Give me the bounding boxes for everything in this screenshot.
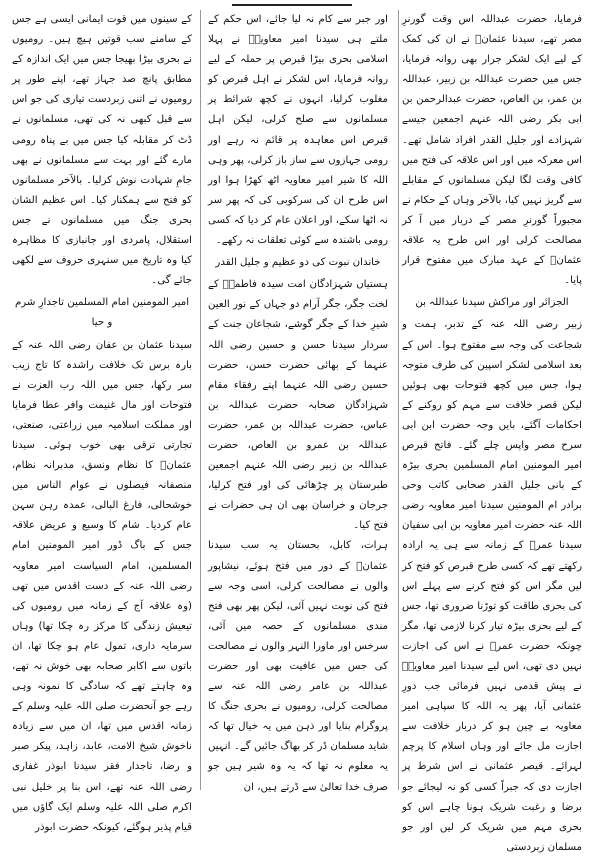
paragraph: زبیر رضی اللہ عنہ کے تدبر، ہمت و شجاعت کی وجہ سے مفتوح ہوا۔ اس کے بعد اسلامی لشکر اسپین کی طرف متوجہ ہوا، جس میں کچھ فتوحات بھی ہوئیں لیکن قصر خلافت سے مہم کو روکنے کے احکامات آگئے، بایں وجہ حضرت ابن ابی سرح مصر واپس چلے گئے۔ فاتح قبرص امیر المومنین امام المسلمین بحری بیڑہ کے بانی جلیل القدر صحابی کاتب وحی برادر ام المومنین سیدنا امیر معاویہ رضی اللہ عنہ حضرت امیر معاویہ بن ابی سفیان سیدنا عمرؓ کے زمانہ سے ہی یہ ارادہ رکھتے تھے کہ کسی طرح قبرص کو فتح کر لیں مگر اس کو فتح کرنے سے پہلے اس کی بحری طاقت کو توڑنا ضروری تھا، جس کے لیے بحری بیڑہ تیار کرنا لازمی تھا، مگر چونکہ حضرت عمرؓ نے اس کی اجازت نہیں دی تھی، اس لیے سیدنا امیر معاویہؓ نے پیش قدمی نہیں فرمائی جب دورِ عثمانی آیا، پھر یہ اللہ کا سپاہی امیر معاویہ بے چین ہو کر دربار خلافت سے اجازت مل جائے اور وہاں اسلام کا پرچم لہرائے۔ قیصر عثمانی نے اس شرط پر اجازت دی کہ جبراً کسی کو نہ لیجائے جو برضا و رغبت شریک ہونا چاہے اس کو بحری مہم میں شریک کر لیں اور جو مسلمان زبردستی	[402, 319, 582, 853]
paragraph: اور جبر سے کام نہ لیا جائے، اس حکم کے ملتے ہی سیدنا امیر معاویہؓ نے پہلا اسلامی بحری بیڑا قبرص پر حملہ کے لیے روانہ فرمایا، اس لشکر نے اہل قبرص کو مغلوب کرلیا، انہوں نے کچھ شرائط پر مسلمانوں سے صلح کرلی، لیکن اہل قبرص اس معاہدہ پر قائم نہ رہے اور رومی جہازوں سے ساز باز کرلی، پھر وہی اللہ کا شیر امیر معاویہ اٹھ کھڑا ہوا اور اس طرح ان کی سرکوبی کی کہ پھر سر نہ اٹھا سکے، اور اعلان عام کر دیا کہ کسی رومی باشندہ سے کوئی تعلقات نہ رکھے۔	[208, 14, 388, 247]
paragraph: ہرات، کابل، بحستان یہ سب سیدنا عثمانؓ کے دور میں فتح ہوئے، نیشاپور والوں نے مصالحت کرلی، اسی وجہ سے فتح کی نوبت نہیں آئی، لیکن پھر بھی فتح مندی مسلمانوں کے حصہ میں آئی، سرخس اور ماورا النہر والوں نے مصالحت کی جس میں عافیت بھی اور حضرت عبداللہ بن عامر رضی اللہ عنہ سے مصالحت کرلی، رومیوں نے بحری جنگ کا پروگرام بنایا اور ذہن میں یہ خیال تھا کہ شاید مسلمان ڈر کر بھاگ جائیں گے۔ انہیں یہ معلوم نہ تھا کہ یہ وہ شیر ہیں جو صرف خدا تعالیٰ سے ڈرتے ہیں، ان	[208, 540, 388, 793]
column-middle	[208, 10, 388, 792]
column-divider	[200, 10, 201, 790]
column-divider	[398, 10, 399, 790]
top-rule	[232, 4, 352, 6]
paragraph: ہستیاں شہزادگان امت سیدہ فاطمہؓ کے لخت جگر، جگر آرام دو جہاں کے نور العین شیرِ خدا کے جگر گوشے، شجاعان جنت کے سردار سیدنا حسن و حسین رضی اللہ عنہما کے بھائی حضرت حسن، حضرت حسین رضی اللہ عنہما اپنے رفقاء مقام شہزادگان صحابہ حضرت عبداللہ بن عباس، حضرت عبداللہ بن عمر، حضرت عبداللہ بن عمرو بن العاص، حضرت عبداللہ بن زبیر رضی اللہ عنہم اجمعین طبرستان پر چڑھائی کی اور فتح کرلیا، جرجان و خراسان بھی ان ہی حضرات نے فتح کیا۔	[208, 279, 388, 532]
paragraph: سیدنا عثمان بن عفان رضی اللہ عنہ کے بارہ برس تک خلافت راشدہ کا تاج زیب سر رکھا، جس میں اللہ رب العزت نے فتوحات اور مال غنیمت وافر عطا فرمایا اور مملکت اسلامیہ میں زراعتی، صنعتی، تجارتی ترقی بھی خوب ہوئی۔ سیدنا عثمانؓ کا نظام ونسق، مدبرانہ نظام، منصفانہ فیصلوں نے عوام الناس میں خوشحالی، فارغ البالی، عمدہ رہن سہن عام کردیا۔ شام کا وسیع و عریض علاقہ جس کے باگ ڈور امیر المومنین امام المسلمین، امام السیاست امیر معاویہ رضی اللہ عنہ کے دست اقدس میں تھی (وہ علاقہ آج کے زمانہ میں رومیوں کی تیعیش زندگی کا مرکز رہ چکا تھا) وہاں سرمایہ داری، تمول عام ہو چکا تھا، ان باتوں سے اکابر صحابہ بھی خوش نہ تھے، وہ چاہتے تھے کہ سادگی کا نمونہ وہی رہے جو آنحضرت صلی اللہ علیہ وسلم کے زمانہ اقدس میں تھا، ان میں سے زیادہ ناخوش شیخ الامت، عابد، زاہد، پیکر صبر و رضا، تاجدار فقر سیدنا ابوذر غفاری رضی اللہ عنہ تھے، اس بنا پر خلیل نبی اکرم صلی اللہ علیہ وسلم ایک گاؤں میں قیام پذیر ہوگئے، کیونکہ حضرت ابوذر	[12, 339, 192, 833]
column-left	[12, 10, 192, 833]
paragraph: فرمایا، حضرت عبداللہ اس وقت گورنرِ مصر تھے، سیدنا عثمانؓ نے ان کی کمک کے لیے ایک لشکر جرار بھی روانہ فرمایا، جس میں حضرت عبداللہ بن زبیر، عبداللہ بن عمر، بن العاص، حضرت عبدالرحمن بن ابی بکر رضی اللہ عنہم اجمعین جیسے شہزادے اور جلیل القدر افراد شامل تھے۔ اس معرکہ میں اور اس علاقہ کی فتح میں کافی وقت لگا لیکن مسلمانوں کے مقابلے سے گریز نہیں کیا، بالآخر وہاں کے حکام نے مجبوراً گورنرِ مصر کے دربار میں آ کر مصالحت کرلی اور اس طرح یہ علاقہ عثمانؓ کے عہد مبارک میں مفتوح قرار پایا۔	[402, 14, 582, 287]
section-heading: خاندان نبوت کی دو عظیم و جلیل القدر	[215, 257, 381, 269]
section-heading: الجزائر اور مراکش سیدنا عبداللہ بن	[415, 297, 569, 309]
section-heading: امیر المومنین امام المسلمین تاجدارِ شرم و حیا	[14, 297, 190, 329]
paragraph: کے سینوں میں قوت ایمانی ایسی ہے جس کے سامنے سب قوتیں ہیچ ہیں۔ رومیوں نے بحری بیڑا بھیجا جس میں ایک اندازہ کے مطابق پانچ صد جہاز تھے، اپنے طور پر رومیوں نے اتنی زبردست تیاری کی جو اس سے قبل کبھی نہ کی تھی، مسلمانوں نے ڈٹ کر مقابلہ کیا جس میں بے پناہ رومی مارے گئے اور بہت سے مسلمانوں نے بھی جامِ شہادت نوش کرلیا۔ بالآخر مسلمانوں کو فتح سے ہمکنار کیا۔ اس عظیم الشان بحری جنگ میں مسلمانوں نے جس استقلال، پامردی اور جانبازی کا مظاہرہ کیا وہ تاریخ میں سنہری حروف سے لکھی جائے گی۔	[12, 14, 192, 287]
column-right	[402, 10, 582, 853]
